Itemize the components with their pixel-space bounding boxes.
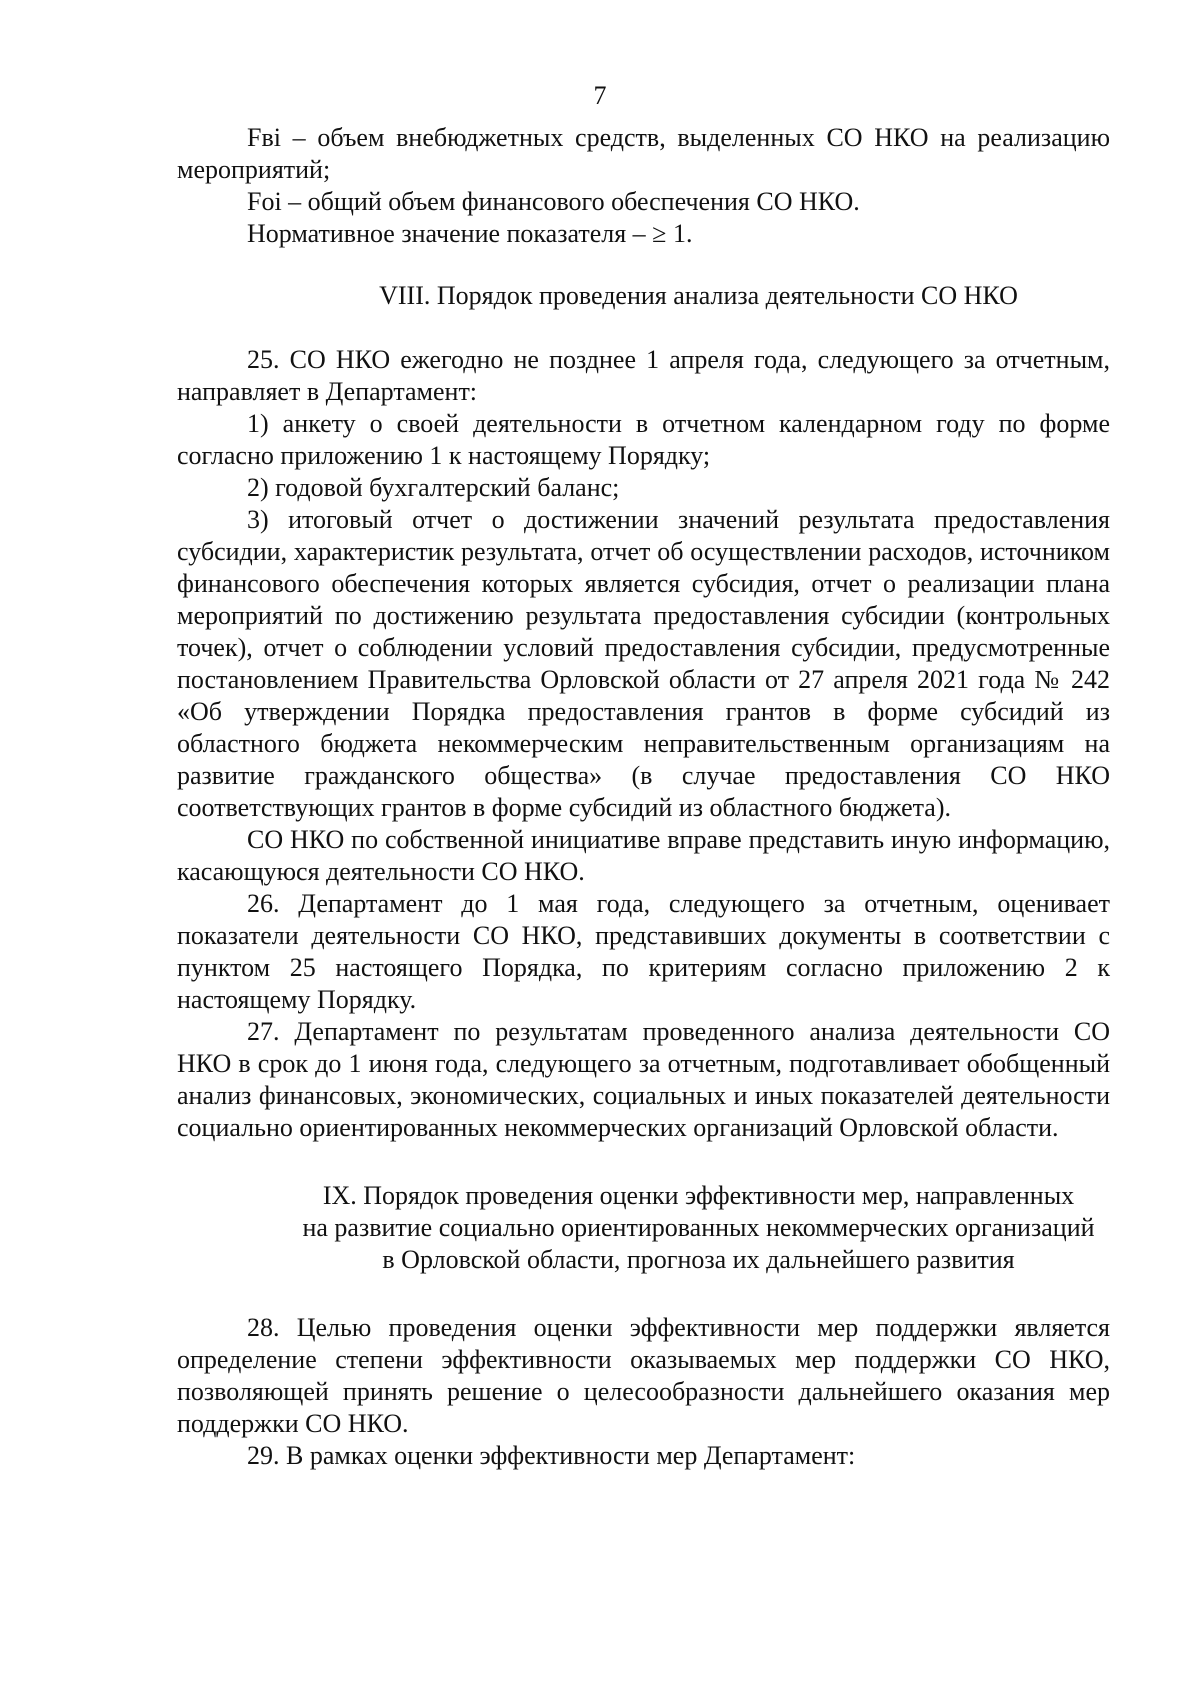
paragraph-26: 26. Департамент до 1 мая года, следующего за отчетным, оценивает показатели деятельности СО НКО, представивших документы в соответствии с пунктом 25 настоящего Порядка, по критериям согласно приложению 2 к настоящему Порядку. [177,889,1110,1014]
paragraph-28: 28. Целью проведения оценки эффективности мер поддержки является определение степени эффективности оказываемых мер поддержки СО НКО, позволяющей принять решение о целесообразности дальнейшего оказания мер поддержки СО НКО. [177,1313,1110,1438]
paragraph-fo-definition: Foi – общий объем финансового обеспечения СО НКО. [247,187,860,216]
paragraph-fb-definition: Fвi – объем внебюджетных средств, выделенных СО НКО на реализацию мероприятий; [177,123,1110,184]
paragraph-25: 25. СО НКО ежегодно не позднее 1 апреля года, следующего за отчетным, направляет в Департамент: [177,345,1110,406]
section-heading-ix-line-2: на развитие социально ориентированных некоммерческих организаций [302,1213,1095,1242]
paragraph-29: 29. В рамках оценки эффективности мер Департамент: [247,1441,856,1470]
section-heading-ix-line-3: в Орловской области, прогноза их дальнейшего развития [382,1245,1015,1274]
paragraph-normative-value: Нормативное значение показателя – ≥ 1. [247,219,693,248]
document-body [177,122,1110,1472]
paragraph-25-item-1: 1) анкету о своей деятельности в отчетном календарном году по форме согласно приложению 1 к настоящему Порядку; [177,409,1110,470]
section-heading-ix-line-1: IX. Порядок проведения оценки эффективности мер, направленных [322,1181,1075,1210]
section-heading-ix [177,1180,1110,1276]
paragraph-25-item-2: 2) годовой бухгалтерский баланс; [247,473,620,502]
paragraph-27: 27. Департамент по результатам проведенного анализа деятельности СО НКО в срок до 1 июня года, следующего за отчетным, подготавливает обобщенный анализ финансовых, экономических, социальных и иных показателей деятельности социально ориентированных некоммерческих организаций Орловской области. [177,1017,1110,1142]
paragraph-25-item-3: 3) итоговый отчет о достижении значений результата предоставления субсидии, характеристик результата, отчет об осуществлении расходов, источником финансового обеспечения которых является субсидия, отчет о реализации плана мероприятий по достижению результата предоставления субсидии (контрольных точек), отчет о соблюдении условий предоставления субсидии, предусмотренные постановлением Правительства Орловской области от 27 апреля 2021 года № 242 «Об утверждении Порядка предоставления грантов в форме субсидий из областного бюджета некоммерческим неправительственным организациям на развитие гражданского общества» (в случае предоставления СО НКО соответствующих грантов в форме субсидий из областного бюджета). [177,505,1110,822]
section-heading-viii: VIII. Порядок проведения анализа деятельности СО НКО [379,281,1018,310]
page-number: 7 [593,81,607,110]
paragraph-25-extra: СО НКО по собственной инициативе вправе представить иную информацию, касающуюся деятельности СО НКО. [177,825,1110,886]
